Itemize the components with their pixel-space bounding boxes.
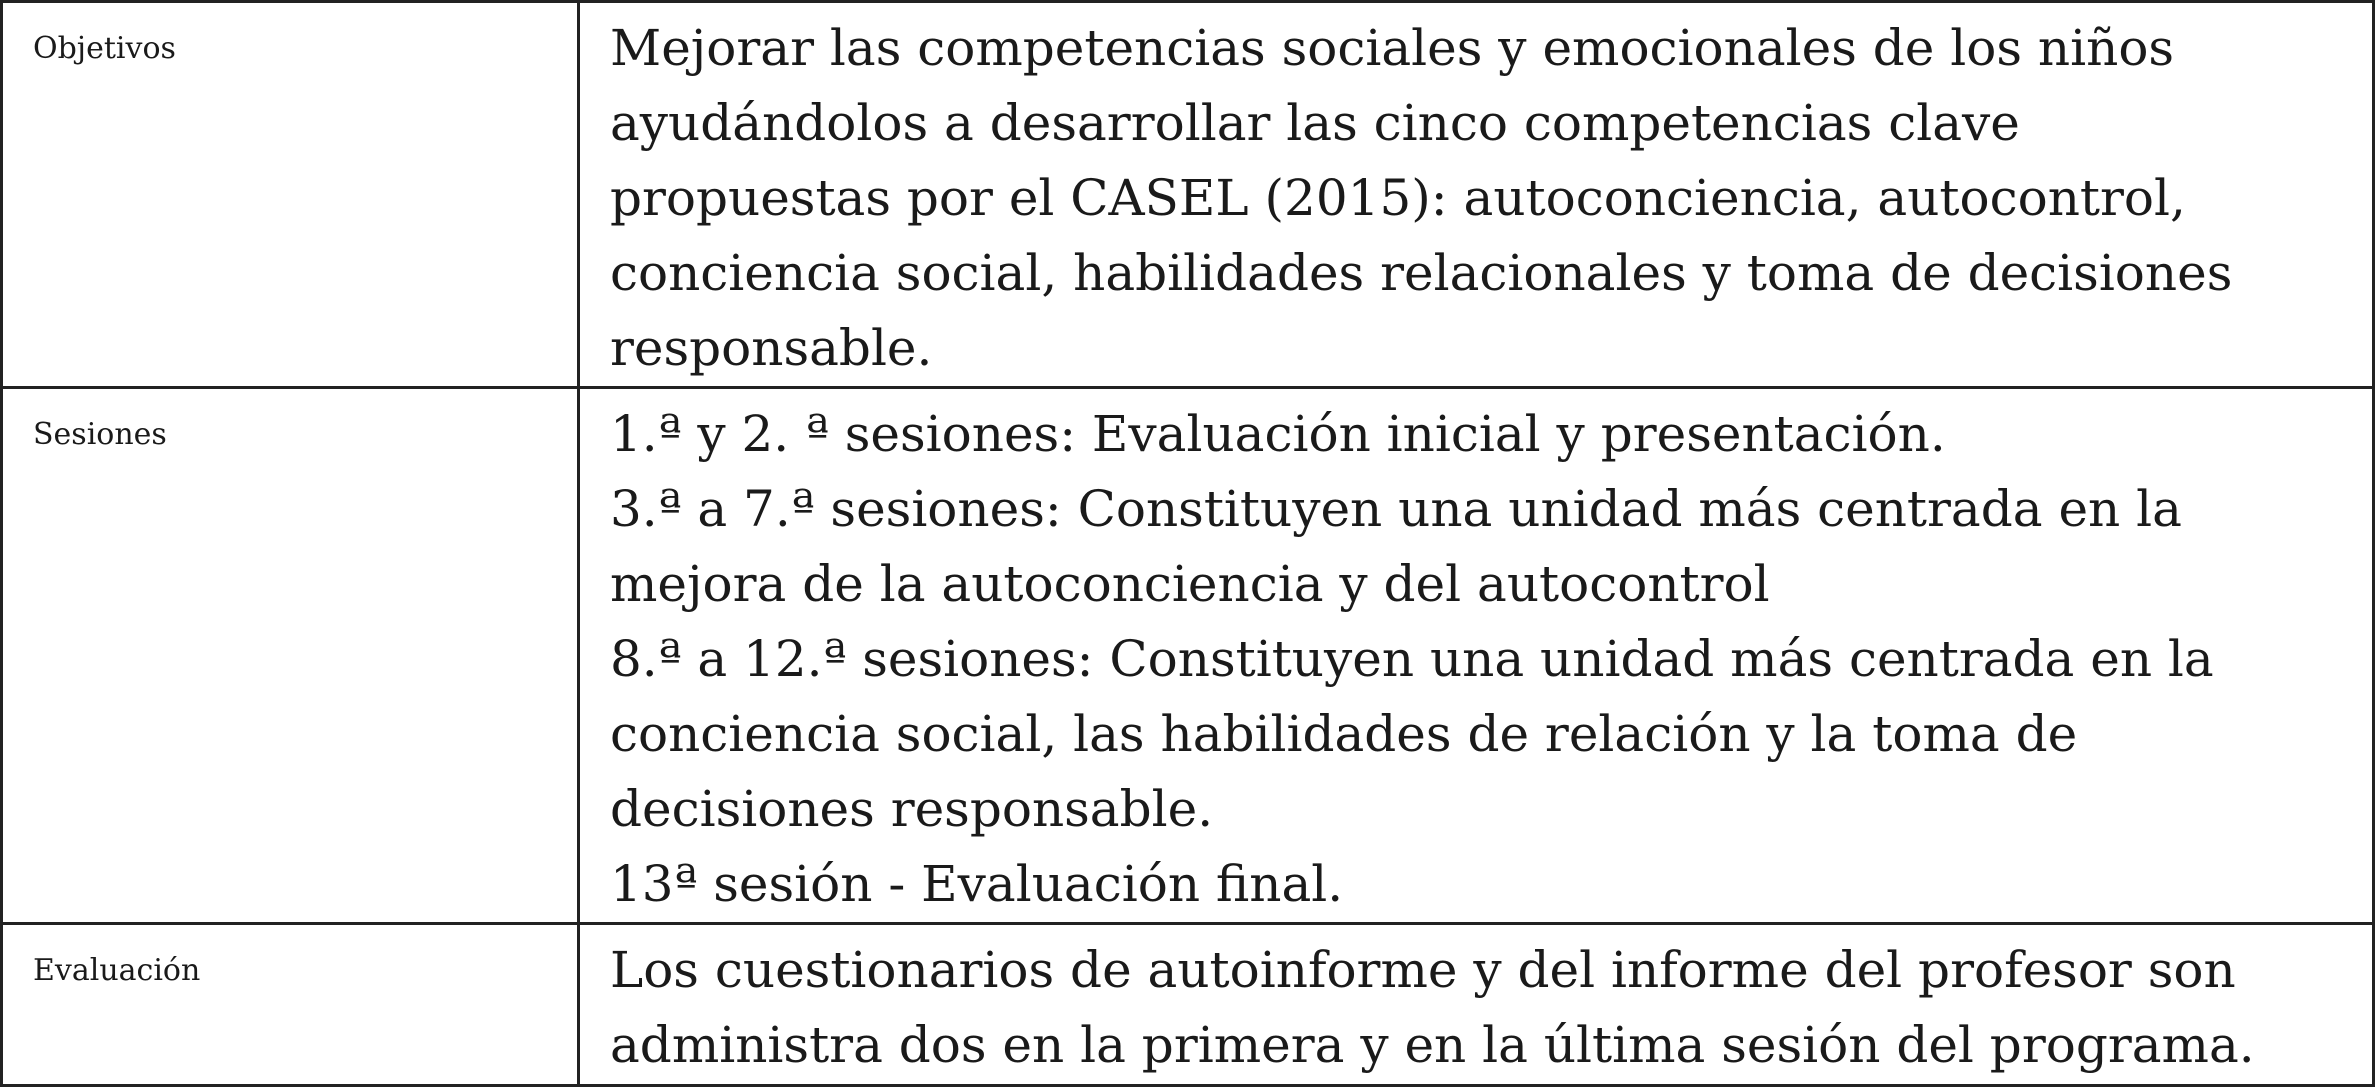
table-row — [2, 924, 2374, 1086]
table-row — [2, 388, 2374, 924]
content-line: 13ª sesión - Evaluación final. — [610, 855, 1344, 913]
row-content-cell — [579, 388, 2374, 924]
row-label-evaluacion: Evaluación — [33, 953, 201, 988]
row-label-cell — [2, 388, 579, 924]
content-line: 3.ª a 7.ª sesiones: Constituyen una unidad más centrada en la — [610, 480, 2182, 538]
row-label-cell — [2, 2, 579, 388]
row-label-cell — [2, 924, 579, 1086]
content-line: responsable. — [610, 319, 933, 377]
content-line: 1.ª y 2. ª sesiones: Evaluación inicial y presentación. — [610, 405, 1946, 463]
content-line: administra dos en la primera y en la última sesión del programa. — [610, 1016, 2255, 1074]
row-content-cell — [579, 2, 2374, 388]
content-line: Los cuestionarios de autoinforme y del informe del profesor son — [610, 941, 2236, 999]
content-line: decisiones responsable. — [610, 780, 1214, 838]
content-line: propuestas por el CASEL (2015): autoconciencia, autocontrol, — [610, 169, 2186, 227]
content-line: conciencia social, las habilidades de relación y la toma de — [610, 705, 2078, 763]
row-label-objetivos: Objetivos — [33, 31, 176, 66]
row-content-cell — [579, 924, 2374, 1086]
table-row — [2, 2, 2374, 388]
content-line: Mejorar las competencias sociales y emocionales de los niños — [610, 19, 2175, 77]
content-line: ayudándolos a desarrollar las cinco competencias clave — [610, 94, 2020, 152]
content-line: mejora de la autoconciencia y del autocontrol — [610, 555, 1770, 613]
content-line: 8.ª a 12.ª sesiones: Constituyen una unidad más centrada en la — [610, 630, 2214, 688]
content-line: conciencia social, habilidades relacionales y toma de decisiones — [610, 244, 2233, 302]
row-label-sesiones: Sesiones — [33, 417, 167, 452]
